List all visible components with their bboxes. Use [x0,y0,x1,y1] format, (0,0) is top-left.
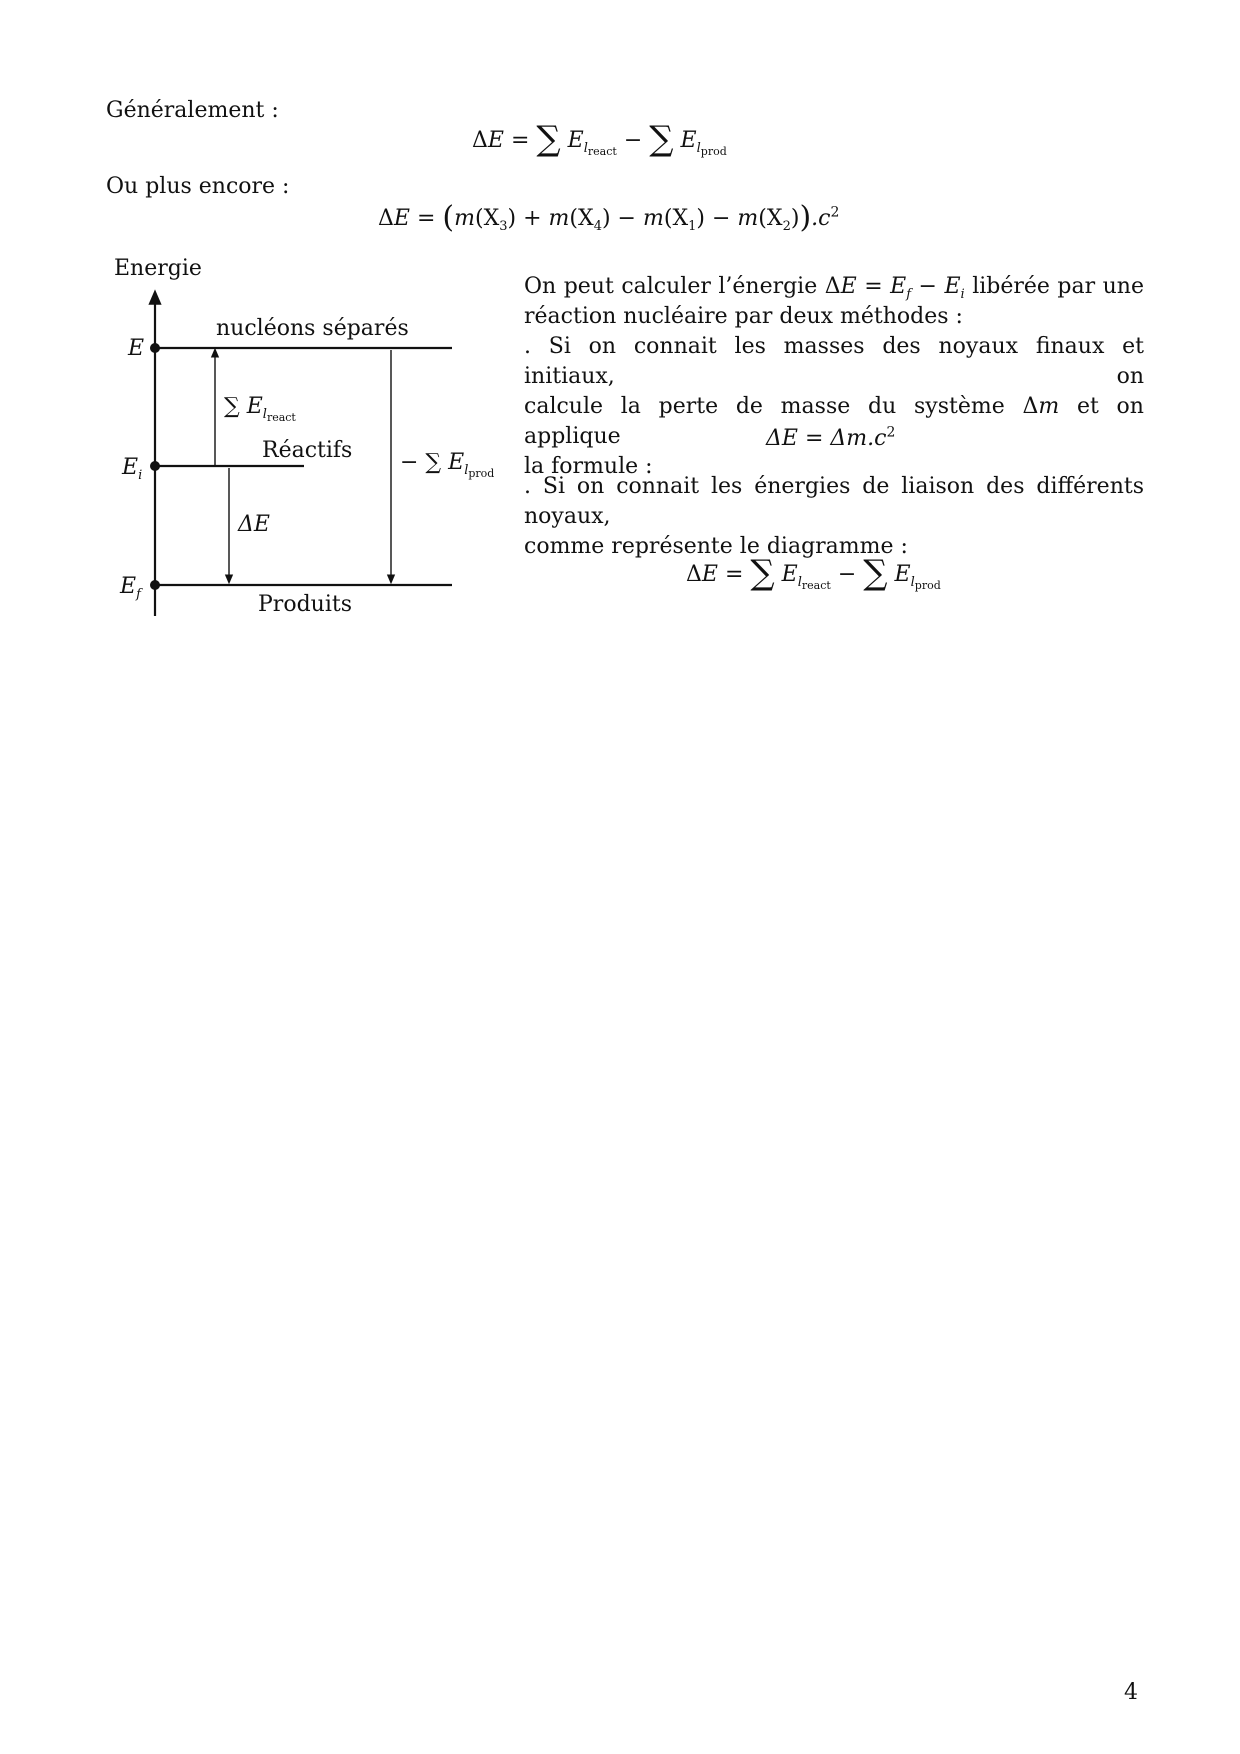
equation-mass-defect: $\Delta E = (m(X_3) + m(X_4) - m(X_1) - m(X_2)).c^2$ [378,200,840,235]
text-ou-plus-encore: Ou plus encore : [106,174,290,199]
eq1-react: react [587,145,617,158]
explanation-paragraph-2 [524,472,1144,562]
sum-icon: ∑ [863,553,888,593]
axis-title: Energie [114,256,202,281]
eq2-minus2: − [711,206,731,231]
eq1-E1: E [567,128,584,153]
tick-label-top: E [128,336,145,361]
eq2-equals: = [416,206,436,231]
eq1-l1: l [583,141,588,156]
eq2-plus: + [523,206,542,231]
tick-dot-mid [150,461,160,471]
arrow-delta-label: ΔE [238,512,270,537]
eq2-sub2: 2 [782,219,791,234]
arrow-prod-label: − ∑ $E_{l_{prod}}$ [400,450,495,480]
eq2-c: .c [811,206,831,231]
eq1-prod: prod [700,145,727,158]
tick-dot-bottom [150,580,160,590]
eq2-sub1: 1 [688,219,697,234]
eq2-X2: X [766,206,783,231]
tick-dot-top [150,343,160,353]
sum-icon: ∑ [649,119,674,159]
eq1-l2: l [696,141,701,156]
tick-label-mid: $E_i$ [122,455,143,483]
eq1-E2: E [680,128,697,153]
level-bottom-label: Produits [258,592,352,617]
page-number: 4 [1124,1680,1138,1705]
eq2-m3: m [454,206,475,231]
equation-mass-energy: $\Delta E = \Delta m.c^2$ [766,424,896,451]
eq2-sub3: 3 [499,219,508,234]
tick-label-bottom: $E_f$ [120,574,141,602]
eq2-X3: X [483,206,500,231]
eq2-X1: X [672,206,689,231]
eq2-E: E [393,206,410,231]
eq2-sub4: 4 [593,219,602,234]
eq2-m2: m [737,206,759,231]
arrow-react-label: ∑ $E_{l_{react}}$ [224,394,296,424]
eq1-delta: ΔE [472,128,504,153]
para-line-6: . Si on connait les énergies de liaison des différents noyaux, [524,474,1144,529]
para-line-3: . Si on connait les masses des noyaux finaux et initiaux, on [524,334,1144,389]
para-line-1: On peut calculer l’énergie $\Delta E = E_f - E_i$ libérée par une [524,274,1144,302]
eq1-equals: = [510,128,530,153]
text-generalement: Généralement : [106,98,279,123]
sum-icon: ∑ [536,119,561,159]
para-line-4: calcule la perte de masse du système Δm et on applique [524,394,1144,449]
level-mid-label: Réactifs [262,438,353,463]
para-line-2: réaction nucléaire par deux méthodes : [524,304,963,329]
equation-binding-energy-2: ΔE = ∑ $E_{l_{react}}$ − ∑ $E_{l_{prod}}$ [686,553,941,593]
eq2-m1: m [642,206,664,231]
eq1-minus: − [623,128,643,153]
eq2-m4: m [548,206,570,231]
para-line-7: comme représente le diagramme : [524,534,908,559]
level-top-label: nucléons séparés [216,316,409,341]
sum-icon: ∑ [750,553,775,593]
eq2-minus1: − [617,206,636,231]
eq2-exp: 2 [830,204,840,221]
para-line-5: la formule : [524,454,653,479]
eq2-X4: X [578,206,594,231]
